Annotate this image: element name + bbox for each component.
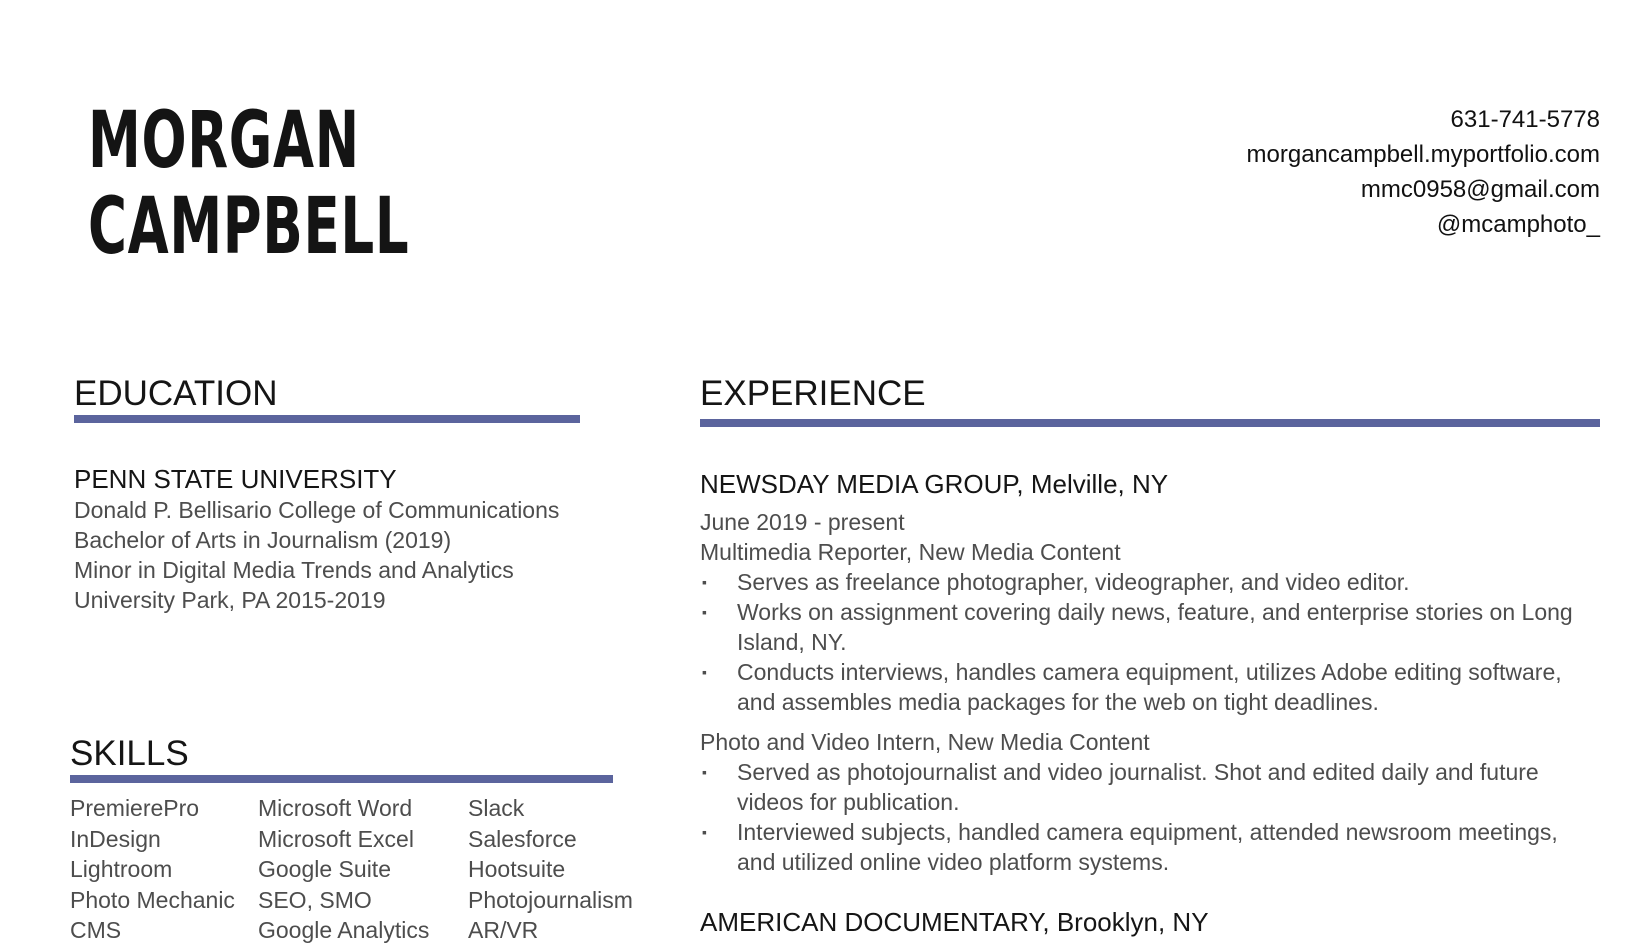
education-school: PENN STATE UNIVERSITY	[74, 464, 397, 494]
skill-item: Google Suite	[258, 856, 391, 882]
skills-grid	[70, 793, 648, 946]
education-college: Donald P. Bellisario College of Communications	[74, 497, 560, 523]
education-location: University Park, PA 2015-2019	[74, 587, 386, 613]
experience-heading: EXPERIENCE	[700, 374, 926, 413]
skill-item: Microsoft Excel	[258, 825, 414, 852]
bullet-icon: ▪	[702, 604, 707, 620]
contact-social: @mcamphoto_	[1436, 211, 1600, 238]
job-role-title: Multimedia Reporter, New Media Content	[700, 539, 1121, 565]
skill-item: Microsoft Word	[258, 795, 413, 821]
job-org: NEWSDAY MEDIA GROUP, Melville, NY	[700, 469, 1169, 499]
skills-column-1	[70, 793, 258, 946]
skill-item: PremierePro	[70, 795, 200, 821]
bullet-icon: ▪	[702, 574, 707, 590]
skill-item: Google Analytics	[258, 917, 430, 943]
candidate-name	[88, 98, 409, 270]
education-rule	[74, 415, 580, 423]
list-item: ▪ Interviewed subjects, handled camera equipment, attended newsroom meetings, and utilized online video platform systems.	[702, 819, 1558, 875]
skill-item: CMS	[70, 917, 122, 943]
skills-column-2	[258, 793, 468, 946]
contact-info	[1247, 102, 1600, 242]
skill-item: InDesign	[70, 825, 161, 852]
name-first: MORGAN	[88, 96, 360, 186]
bullet-icon: ▪	[702, 824, 707, 840]
education-heading: EDUCATION	[74, 374, 278, 413]
job-org: AMERICAN DOCUMENTARY, Brooklyn, NY	[700, 907, 1209, 937]
bullet-icon: ▪	[702, 764, 707, 780]
name-last: CAMPBELL	[88, 182, 410, 272]
job-role-title: Photo and Video Intern, New Media Content	[700, 729, 1150, 755]
skill-item: Photojournalism	[468, 886, 633, 913]
bullet-icon: ▪	[702, 664, 707, 680]
list-item: ▪ Serves as freelance photographer, videographer, and video editor.	[702, 569, 1410, 595]
skill-item: Slack	[468, 795, 525, 821]
education-entry	[74, 463, 559, 615]
list-item: ▪ Served as photojournalist and video journalist. Shot and edited daily and future videos for publication.	[702, 759, 1539, 815]
experience-job-american-documentary	[700, 906, 1209, 938]
skills-heading: SKILLS	[70, 734, 189, 773]
skills-column-3	[468, 793, 648, 946]
contact-phone: 631-741-5778	[1450, 106, 1600, 133]
contact-portfolio: morgancampbell.myportfolio.com	[1246, 141, 1600, 168]
experience-job-newsday	[700, 468, 1600, 877]
job-role-bullets	[700, 757, 1600, 877]
contact-email: mmc0958@gmail.com	[1360, 176, 1600, 203]
skills-rule	[70, 775, 613, 783]
skill-item: AR/VR	[468, 917, 539, 943]
skill-item: SEO, SMO	[258, 886, 372, 913]
list-item: ▪ Works on assignment covering daily news, feature, and enterprise stories on Long Island, NY.	[702, 599, 1573, 655]
list-item: ▪ Conducts interviews, handles camera equipment, utilizes Adobe editing software, and assembles media packages for the web on tight deadlines.	[702, 659, 1562, 715]
job-role-bullets	[700, 567, 1600, 717]
skill-item: Photo Mechanic	[70, 886, 235, 913]
skill-item: Lightroom	[70, 856, 173, 882]
education-degree: Bachelor of Arts in Journalism (2019)	[74, 527, 452, 553]
skill-item: Salesforce	[468, 825, 577, 852]
job-dates: June 2019 - present	[700, 509, 905, 535]
skill-item: Hootsuite	[468, 856, 566, 882]
education-minor: Minor in Digital Media Trends and Analytics	[74, 557, 514, 583]
experience-rule	[700, 419, 1600, 427]
